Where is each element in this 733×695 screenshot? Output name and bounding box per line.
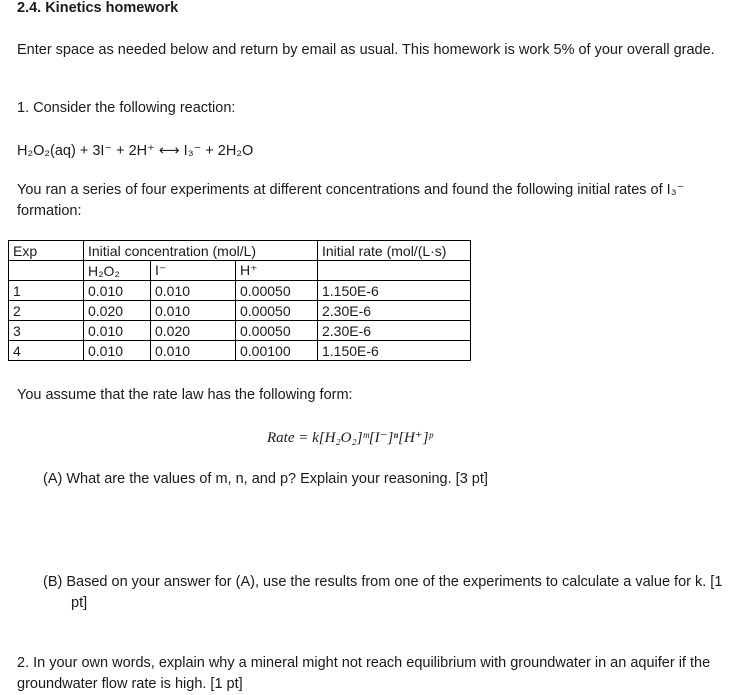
cell-proton: 0.00100 bbox=[236, 341, 318, 361]
cell-rate: 1.150E-6 bbox=[318, 341, 471, 361]
cell-h2o2: 0.020 bbox=[84, 301, 151, 321]
cell-proton: 0.00050 bbox=[236, 281, 318, 301]
cell-iodide: 0.020 bbox=[151, 321, 236, 341]
cell-iodide: 0.010 bbox=[151, 301, 236, 321]
cell-rate: 2.30E-6 bbox=[318, 301, 471, 321]
cell-exp: 1 bbox=[9, 281, 84, 301]
subheader-h2o2: H₂O₂ bbox=[84, 261, 151, 281]
table-header-row bbox=[9, 241, 471, 261]
plus-sign: + bbox=[79, 143, 89, 159]
plus-sign: + bbox=[116, 143, 125, 159]
reaction-equation bbox=[17, 143, 253, 159]
cell-rate: 1.150E-6 bbox=[318, 281, 471, 301]
header-initial-concentration: Initial concentration (mol/L) bbox=[84, 241, 318, 261]
subheader-iodide: I⁻ bbox=[151, 261, 236, 281]
cell-iodide: 0.010 bbox=[151, 341, 236, 361]
equilibrium-arrow-icon: ⟷ bbox=[158, 143, 180, 159]
cell-h2o2: 0.010 bbox=[84, 281, 151, 301]
table-row bbox=[9, 321, 471, 341]
subheader-proton: H⁺ bbox=[236, 261, 318, 281]
cell-proton: 0.00050 bbox=[236, 321, 318, 341]
rate-law-intro: You assume that the rate law has the following form: bbox=[17, 387, 353, 403]
header-exp: Exp bbox=[9, 241, 84, 261]
product-triiodide: I₃⁻ bbox=[183, 143, 202, 159]
subheader-empty bbox=[9, 261, 84, 281]
question-2: 2. In your own words, explain why a mineral might not reach equilibrium with groundwater in an aquifer if the groundwater flow rate is high. [1 pt] bbox=[17, 655, 711, 692]
cell-iodide: 0.010 bbox=[151, 281, 236, 301]
reactant-h2o2: H₂O₂(aq) bbox=[17, 143, 76, 159]
rate-law-equation: Rate = k[H₂O₂]ᵐ[I⁻]ⁿ[H⁺]ᵖ bbox=[267, 430, 433, 446]
cell-h2o2: 0.010 bbox=[84, 341, 151, 361]
subheader-empty bbox=[318, 261, 471, 281]
table-row bbox=[9, 281, 471, 301]
part-b-question: (B) Based on your answer for (A), use the results from one of the experiments to calculate a value for k. [1 pt] bbox=[43, 574, 723, 611]
table-row bbox=[9, 341, 471, 361]
experiment-table bbox=[8, 240, 471, 361]
table-subheader-row bbox=[9, 261, 471, 281]
part-a-question: (A) What are the values of m, n, and p? Explain your reasoning. [3 pt] bbox=[43, 471, 488, 487]
experiment-intro: You ran a series of four experiments at different concentrations and found the following initial rates of I₃⁻ formation: bbox=[17, 182, 685, 219]
question-1-prompt: 1. Consider the following reaction: bbox=[17, 100, 236, 116]
page-title: 2.4. Kinetics homework bbox=[17, 0, 179, 16]
product-water: 2H₂O bbox=[217, 143, 254, 159]
cell-h2o2: 0.010 bbox=[84, 321, 151, 341]
table-row bbox=[9, 301, 471, 321]
cell-exp: 2 bbox=[9, 301, 84, 321]
intro-paragraph: Enter space as needed below and return by email as usual. This homework is work 5% of your overall grade. bbox=[17, 42, 715, 58]
reactant-iodide: 3I⁻ bbox=[92, 143, 113, 159]
cell-exp: 4 bbox=[9, 341, 84, 361]
cell-rate: 2.30E-6 bbox=[318, 321, 471, 341]
plus-sign: + bbox=[205, 143, 214, 159]
reactant-proton: 2H⁺ bbox=[128, 143, 155, 159]
cell-proton: 0.00050 bbox=[236, 301, 318, 321]
cell-exp: 3 bbox=[9, 321, 84, 341]
header-initial-rate: Initial rate (mol/(L·s) bbox=[318, 241, 471, 261]
